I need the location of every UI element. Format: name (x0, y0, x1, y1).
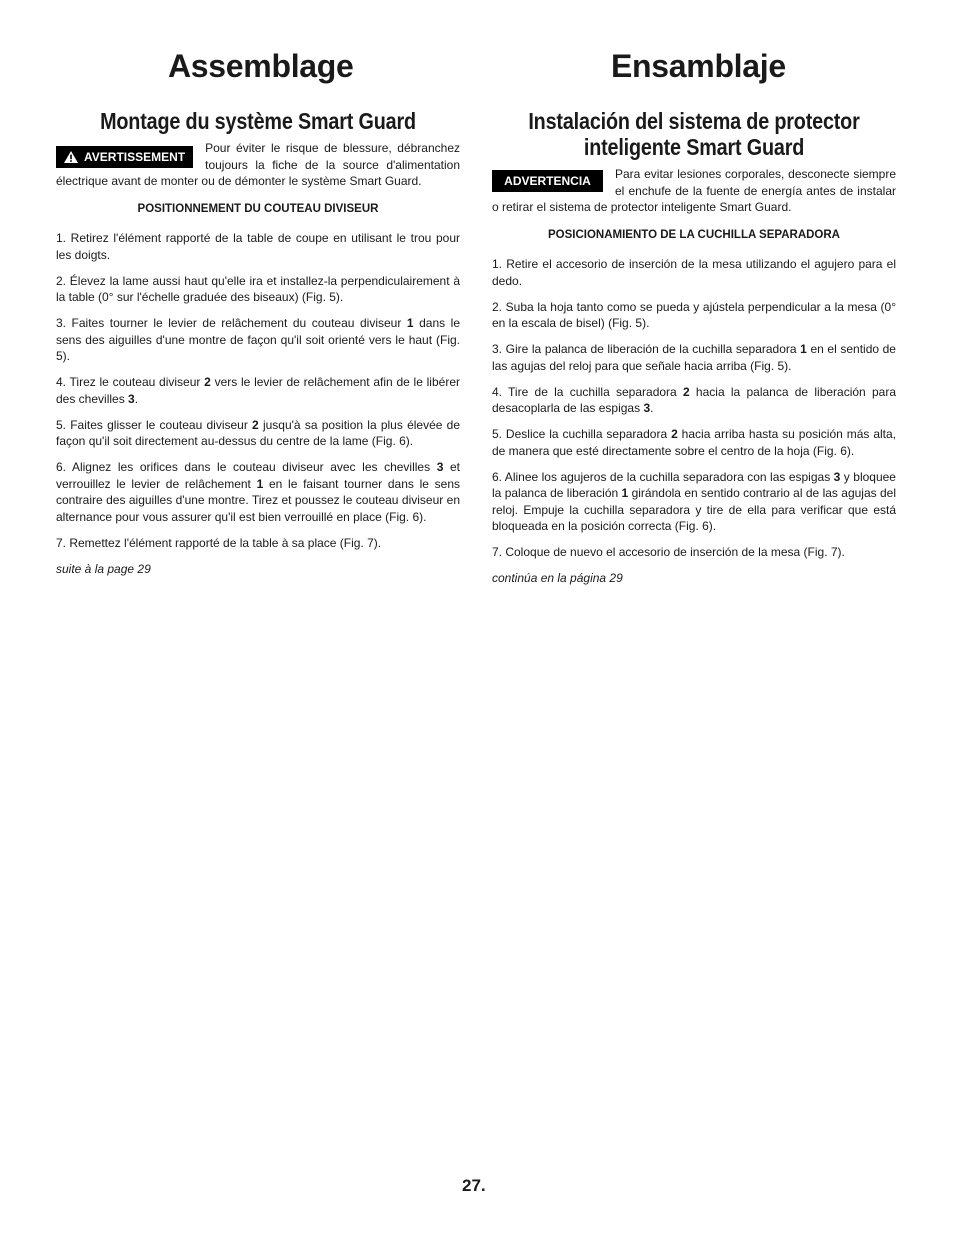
list-item: 6. Alinee los agujeros de la cuchilla separadora con las espigas 3 y bloquee la palanca de liberación 1 girándola en sentido contrario al de las agujas del reloj. Empuje la cuchilla separadora y tire de ella para verificar que está bloqueada en la posición correcta (Fig. 6). (492, 469, 897, 533)
list-item: 1. Retire el accesorio de inserción de la mesa utilizando el agujero para el dedo. (492, 257, 896, 288)
warning-triangle-icon (64, 151, 78, 163)
section-subtitle-es: Instalación del sistema de protector inteligente Smart Guard (528, 108, 860, 160)
page-title-es: Ensamblaje (611, 48, 786, 84)
list-item: 2. Élevez la lame aussi haut qu'elle ira et installez-la perpendiculairement à la table (0° sur l'échelle graduée des biseaux) (Fig. 5). (56, 273, 460, 304)
warning-badge-fr (56, 146, 193, 168)
continued-note-fr: suite à la page 29 (56, 561, 151, 576)
warning-label-fr: AVERTISSEMENT (84, 150, 186, 164)
warning-block-fr (56, 140, 460, 190)
list-item: 5. Deslice la cuchilla separadora 2 hacia arriba hasta su posición más alta, de manera que esté directamente sobre el centro de la hoja (Fig. 6). (492, 427, 897, 458)
steps-list-fr (56, 230, 460, 586)
list-item (56, 561, 460, 577)
section-heading-fr: POSITIONNEMENT DU COUTEAU DIVISEUR (137, 203, 379, 215)
list-item (492, 570, 896, 586)
warning-label-es: ADVERTENCIA (504, 174, 591, 188)
page-number: 27. (462, 1176, 486, 1195)
list-item: 1. Retirez l'élément rapporté de la table de coupe en utilisant le trou pour les doigts. (56, 231, 460, 262)
warning-block-es (492, 166, 896, 216)
continued-note-es: continúa en la página 29 (492, 571, 623, 585)
list-item: 2. Suba la hoja tanto como se pueda y ajústela perpendicular a la mesa (0° en la escala de bisel) (Fig. 5). (492, 299, 896, 330)
list-item: 3. Gire la palanca de liberación de la cuchilla separadora 1 en el sentido de las agujas del reloj para que señale hacia arriba (Fig. 5). (492, 342, 896, 373)
list-item: 7. Remettez l'élément rapporté de la table à sa place (Fig. 7). (56, 535, 382, 550)
section-heading-es: POSICIONAMIENTO DE LA CUCHILLA SEPARADORA (548, 229, 840, 241)
list-item: 7. Coloque de nuevo el accesorio de inserción de la mesa (Fig. 7). (492, 545, 845, 559)
list-item: 5. Faites glisser le couteau diviseur 2 jusqu'à sa position la plus élevée de façon qu'il soit directement au-dessus du centre de la lame (Fig. 6). (56, 417, 460, 448)
list-item: 6. Alignez les orifices dans le couteau diviseur avec les chevilles 3 et verrouillez le levier de relâchement 1 en le faisant tourner dans le sens contraire des aiguilles d'une montre. Tirez et poussez le couteau diviseur en alternance pour vous assurer qu'il est bien verrouillé en place (Fig. 6). (56, 460, 460, 524)
list-item: 3. Faites tourner le levier de relâchement du couteau diviseur 1 dans le sens des aiguilles d'une montre de façon qu'il soit orienté vers le haut (Fig. 5). (56, 316, 460, 363)
warning-text-fr: Pour éviter le risque de blessure, débranchez toujours la fiche de la source d'alimentation électrique avant de monter ou de démonter le système Smart Guard. (56, 141, 460, 188)
list-item: 4. Tirez le couteau diviseur 2 vers le levier de relâchement afin de le libérer des chevilles 3. (56, 375, 460, 406)
section-subtitle-fr: Montage du système Smart Guard (100, 108, 416, 134)
warning-text-es: Para evitar lesiones corporales, desconecte siempre el enchufe de la fuente de energía antes de instalar o retirar el sistema de protector inteligente Smart Guard. (492, 167, 896, 214)
list-item: 4. Tire de la cuchilla separadora 2 hacia la palanca de liberación para desacoplarla de las espigas 3. (492, 384, 897, 415)
steps-list-es (492, 256, 896, 596)
page-title-fr: Assemblage (168, 48, 354, 84)
warning-badge-es (492, 170, 603, 192)
